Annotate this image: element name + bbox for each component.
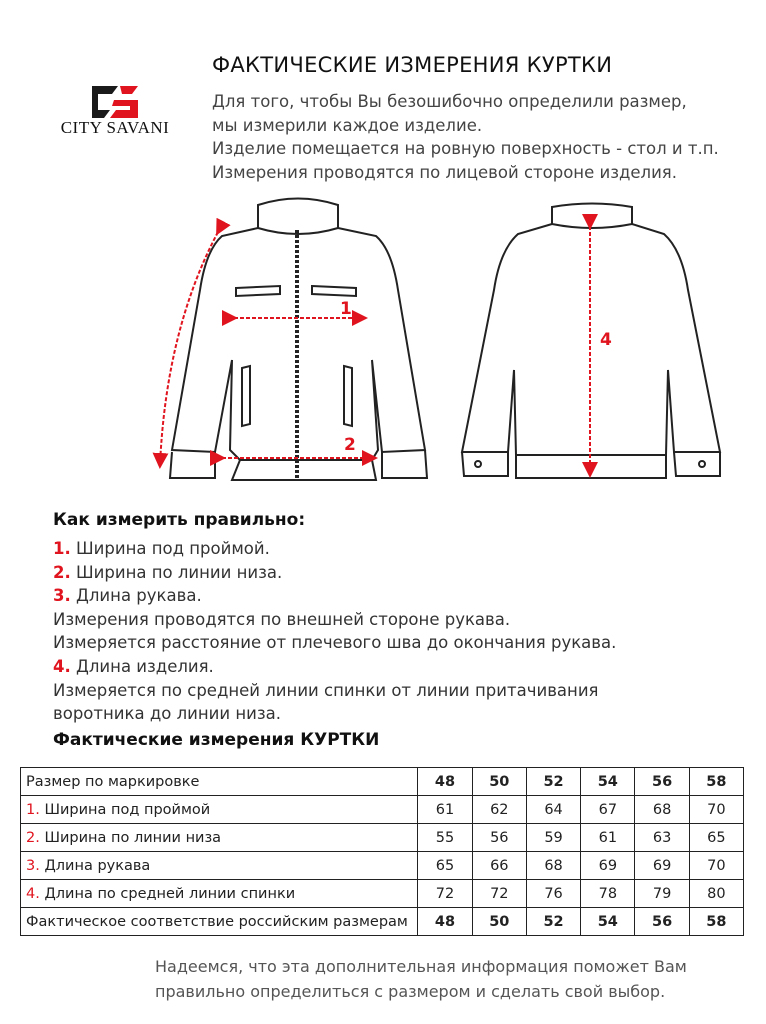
table-cell: 54 (581, 768, 635, 796)
row-label (21, 908, 418, 936)
table-cell: 65 (689, 824, 743, 852)
step-2 (53, 561, 753, 585)
step-note: Измеряется по средней линии спинки от линии притачивания (53, 680, 599, 700)
table-cell: 54 (581, 908, 635, 936)
jacket-measurement-diagram (150, 195, 730, 495)
row-label (21, 824, 418, 852)
page-title: ФАКТИЧЕСКИЕ ИЗМЕРЕНИЯ КУРТКИ (212, 53, 613, 77)
step-number: 4. (53, 656, 71, 676)
table-cell: 66 (472, 852, 526, 880)
step-text: Длина рукава. (76, 586, 202, 606)
table-cell: 68 (635, 796, 689, 824)
table-row (21, 880, 744, 908)
table-cell: 50 (472, 768, 526, 796)
table-cell: 70 (689, 852, 743, 880)
table-cell: 48 (418, 768, 472, 796)
row-label-text: Длина рукава (39, 857, 151, 874)
row-label-text: Ширина по линии низа (39, 829, 222, 846)
step-text: Ширина под проймой. (76, 539, 270, 558)
howto-title: Как измерить правильно: (53, 510, 306, 530)
table-cell: 61 (418, 796, 472, 824)
row-label (21, 796, 418, 824)
logo-mark-icon (92, 86, 138, 118)
table-cell: 55 (418, 824, 472, 852)
row-number: 2. (26, 829, 40, 846)
table-cell: 68 (526, 852, 580, 880)
step-1 (53, 537, 753, 561)
table-row (21, 824, 744, 852)
intro-line: Измерения проводятся по лицевой стороне изделия. (212, 162, 677, 182)
step-note: воротника до линии низа. (53, 704, 281, 724)
row-label (21, 852, 418, 880)
table-cell: 70 (689, 796, 743, 824)
step-note: Измеряется расстояние от плечевого шва до окончания рукава. (53, 633, 617, 653)
outro-line: правильно определиться с размером и сделать свой выбор. (155, 981, 666, 1001)
table-cell: 72 (418, 880, 472, 908)
step-4 (53, 655, 753, 679)
table-cell: 64 (526, 796, 580, 824)
table-cell: 72 (472, 880, 526, 908)
step-number: 3. (53, 586, 71, 606)
row-label-text: Размер по маркировке (26, 773, 200, 790)
table-row (21, 908, 744, 936)
table-cell: 65 (418, 852, 472, 880)
table-cell: 69 (581, 852, 635, 880)
table-cell: 56 (472, 824, 526, 852)
row-label-text: Фактическое соответствие российским размерам (26, 913, 408, 930)
table-cell: 52 (526, 908, 580, 936)
table-cell: 78 (581, 880, 635, 908)
table-row (21, 852, 744, 880)
step-text: Длина изделия. (76, 656, 214, 676)
row-number: 3. (26, 857, 40, 874)
row-label (21, 768, 418, 796)
table-cell: 48 (418, 908, 472, 936)
row-label (21, 880, 418, 908)
step-number: 2. (53, 562, 71, 582)
measurement-lines (160, 226, 590, 474)
outro-text (155, 955, 755, 1004)
row-number: 4. (26, 885, 40, 902)
intro-line: мы измерили каждое изделие. (212, 115, 483, 135)
brand-name: CITY SAVANI (60, 118, 170, 137)
size-table (20, 767, 744, 936)
label-1: 1 (340, 299, 352, 319)
step-3 (53, 584, 753, 608)
step-number: 1. (53, 539, 71, 558)
table-cell: 59 (526, 824, 580, 852)
label-4: 4 (600, 330, 612, 350)
table-cell: 61 (581, 824, 635, 852)
step-text: Ширина по линии низа. (76, 562, 283, 582)
table-cell: 58 (689, 768, 743, 796)
intro-line: Изделие помещается на ровную поверхность - стол и т.п. (212, 139, 719, 158)
table-cell: 67 (581, 796, 635, 824)
outro-line: Надеемся, что эта дополнительная информация поможет Вам (155, 957, 687, 976)
table-cell: 76 (526, 880, 580, 908)
row-label-text: Длина по средней линии спинки (39, 885, 296, 902)
table-cell: 79 (635, 880, 689, 908)
table-cell: 50 (472, 908, 526, 936)
table-title: Фактические измерения КУРТКИ (53, 730, 380, 750)
howto-steps (53, 537, 753, 726)
table-row (21, 768, 744, 796)
row-label-text: Ширина под проймой (39, 801, 211, 818)
label-2: 2 (344, 435, 356, 455)
table-cell: 56 (635, 768, 689, 796)
jacket-front-drawing (170, 199, 427, 481)
intro-text (212, 90, 762, 184)
table-cell: 52 (526, 768, 580, 796)
table-cell: 69 (635, 852, 689, 880)
row-number: 1. (26, 801, 40, 818)
table-cell: 56 (635, 908, 689, 936)
intro-line: Для того, чтобы Вы безошибочно определили размер, (212, 92, 687, 111)
table-cell: 62 (472, 796, 526, 824)
table-cell: 80 (689, 880, 743, 908)
step-note: Измерения проводятся по внешней стороне рукава. (53, 609, 511, 629)
table-cell: 63 (635, 824, 689, 852)
table-row (21, 796, 744, 824)
table-cell: 58 (689, 908, 743, 936)
